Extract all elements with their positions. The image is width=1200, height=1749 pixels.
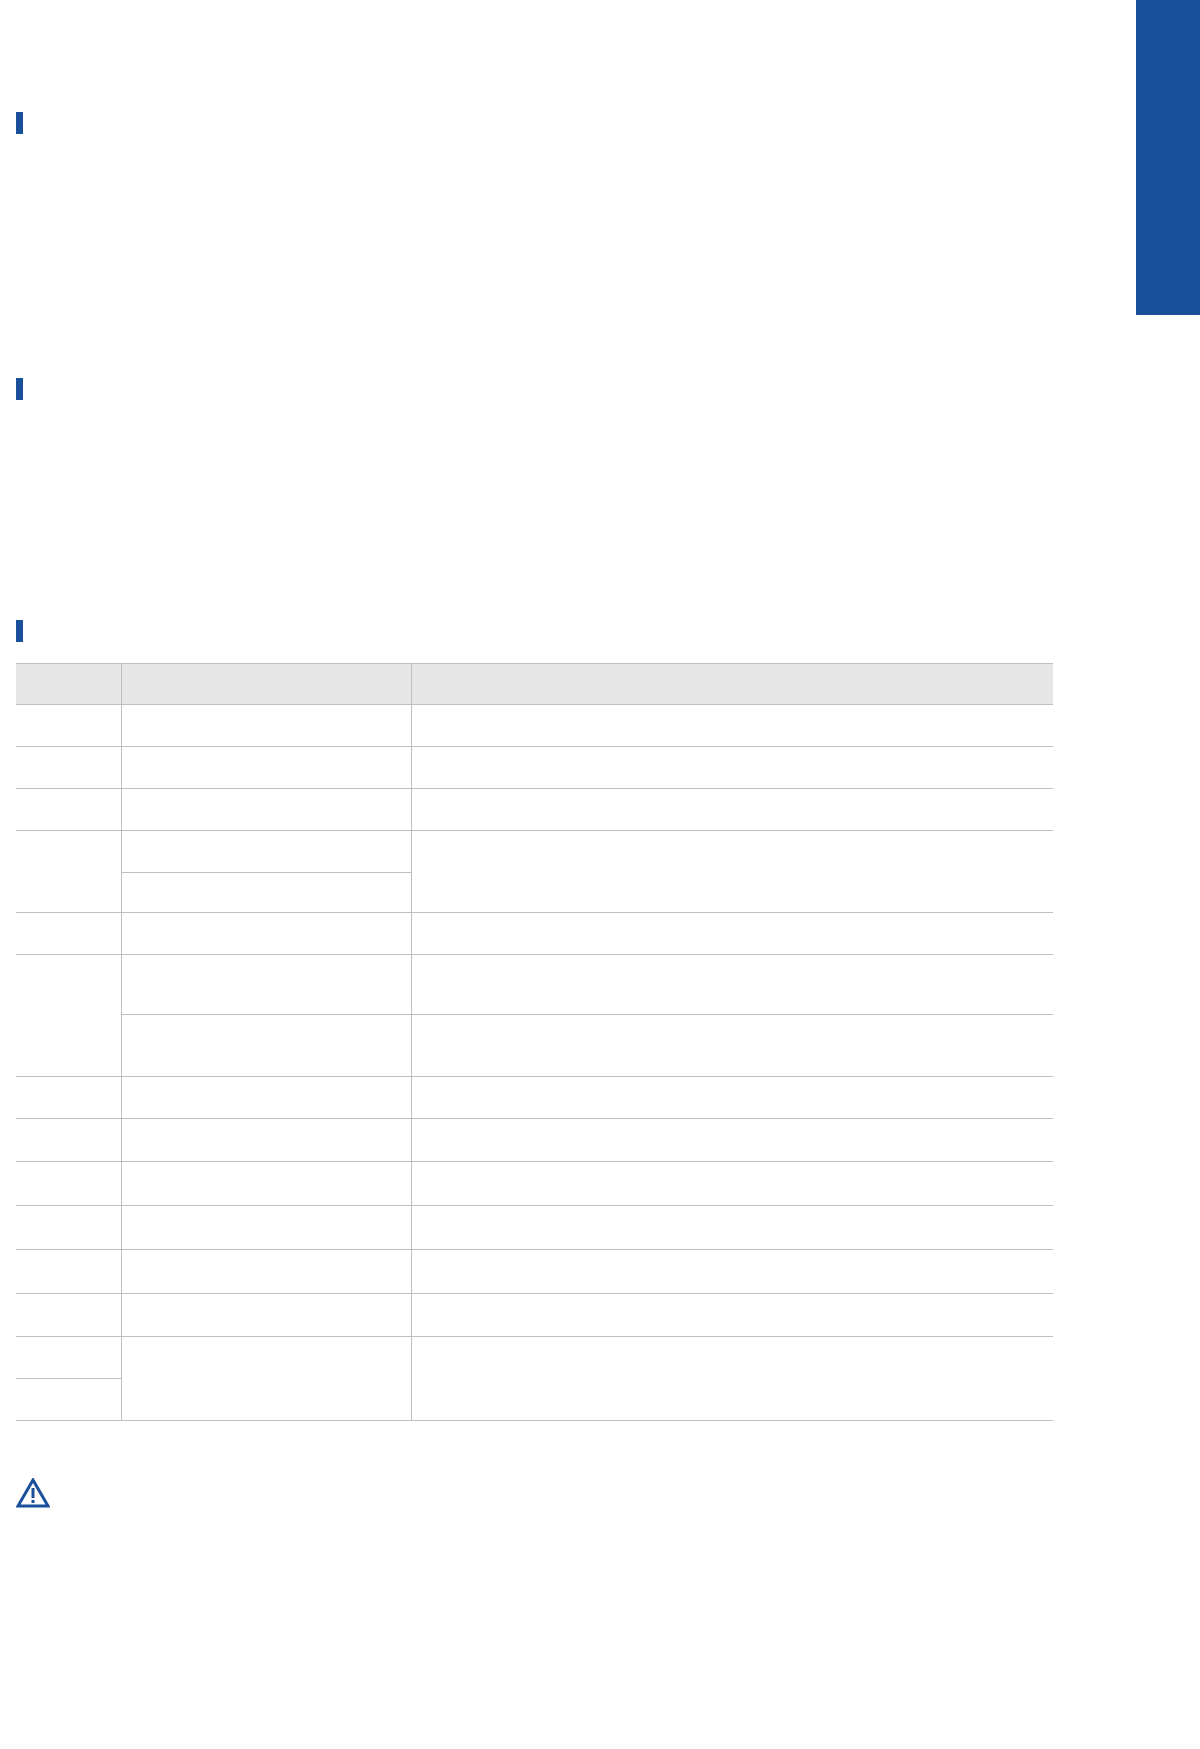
pin-function [121, 831, 411, 873]
pin-note [411, 1015, 1053, 1077]
subdivision-section-title [16, 112, 47, 134]
pin-row-flm [16, 1206, 1053, 1250]
pin-symbol [16, 1119, 121, 1162]
pins-table [16, 663, 1053, 1421]
pin-function [121, 1077, 411, 1119]
pin-row-pwr [16, 705, 1053, 747]
pin-function [121, 1119, 411, 1162]
pin-note [411, 913, 1053, 955]
pin-row-pu24 [16, 789, 1053, 831]
pin-function [121, 873, 411, 913]
pins-header-row [16, 664, 1053, 705]
header-notes [411, 664, 1053, 705]
pin-note [411, 789, 1053, 831]
pin-note [411, 705, 1053, 747]
pin-note [411, 1294, 1053, 1337]
pin-note [411, 1077, 1053, 1119]
pin-function [121, 1337, 411, 1421]
pin-function [121, 1162, 411, 1206]
title-bar [16, 112, 23, 134]
pin-symbol [16, 705, 121, 747]
pin-row-dr24 [16, 913, 1053, 955]
pin-note [411, 1119, 1053, 1162]
pin-row-flp [16, 1162, 1053, 1206]
title-bar [16, 378, 23, 400]
pin-symbol [16, 1294, 121, 1337]
pin-row-dr [16, 955, 1053, 1015]
pin-note [411, 1206, 1053, 1250]
brand-block [1136, 0, 1200, 315]
pin-note [411, 747, 1053, 789]
pins-section-title [16, 620, 47, 642]
pin-function [121, 747, 411, 789]
pin-note [411, 955, 1053, 1015]
pin-symbol [16, 789, 121, 831]
current-section-title [16, 378, 47, 400]
brand-logo [1144, 70, 1192, 250]
pin-row-tm [16, 1250, 1053, 1294]
pin-function [121, 913, 411, 955]
pin-function [121, 1206, 411, 1250]
pin-function [121, 705, 411, 747]
warning-icon [16, 1478, 50, 1508]
header-function [121, 664, 411, 705]
pin-function [121, 1294, 411, 1337]
pin-symbol [16, 831, 121, 913]
category-sidebar [1136, 0, 1200, 1749]
pin-symbol [16, 1337, 121, 1379]
pin-symbol [16, 747, 121, 789]
pin-symbol [16, 1250, 121, 1294]
pin-note [411, 831, 1053, 913]
pin-symbol [16, 913, 121, 955]
pin-function [121, 789, 411, 831]
pin-row-ac [16, 1294, 1053, 1337]
pin-symbol [16, 1379, 121, 1421]
pin-row-pu [16, 831, 1053, 873]
pin-symbol [16, 1077, 121, 1119]
wiring-diagrams [411, 1337, 1053, 1421]
pin-row-oc [16, 747, 1053, 789]
pin-function [121, 955, 411, 1015]
pin-note [411, 1250, 1053, 1294]
pin-row-dr-2 [16, 1015, 1053, 1077]
pin-row-mf [16, 1119, 1053, 1162]
pin-function [121, 1250, 411, 1294]
header-symbol [16, 664, 121, 705]
pin-function [121, 1015, 411, 1077]
title-bar [16, 620, 23, 642]
pin-note [411, 1162, 1053, 1206]
pin-symbol [16, 1162, 121, 1206]
pin-symbol [16, 1206, 121, 1250]
pin-row-motor [16, 1337, 1053, 1379]
pin-symbol [16, 955, 121, 1077]
pin-row-mf24 [16, 1077, 1053, 1119]
